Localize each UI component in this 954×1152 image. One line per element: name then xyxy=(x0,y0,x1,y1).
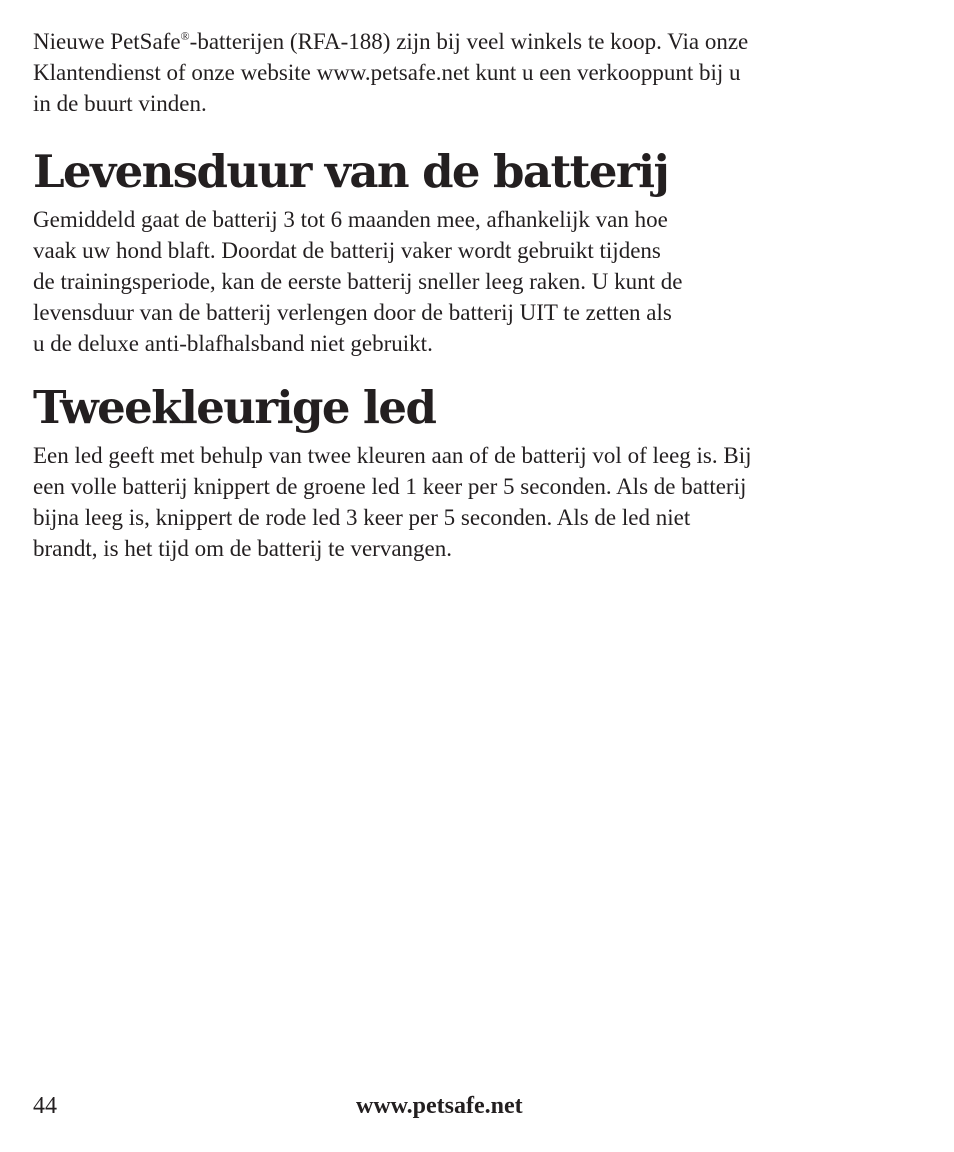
battery-life-heading: Levensduur van de batterij xyxy=(33,145,669,198)
intro-line-2: Klantendienst of onze website www.petsafe.net kunt u een verkooppunt bij u xyxy=(33,60,741,85)
led-line: een volle batterij knippert de groene led 1 keer per 5 seconden. Als de batterij xyxy=(33,474,747,499)
battery-life-line: de trainingsperiode, kan de eerste batterij sneller leeg raken. U kunt de xyxy=(33,269,683,294)
intro-line-1 xyxy=(33,26,923,57)
battery-life-line: Gemiddeld gaat de batterij 3 tot 6 maanden mee, afhankelijk van hoe xyxy=(33,207,668,232)
led-line: bijna leeg is, knippert de rode led 3 keer per 5 seconden. Als de led niet xyxy=(33,505,691,530)
intro-line-3: in de buurt vinden. xyxy=(33,91,207,116)
page-content xyxy=(33,26,923,564)
battery-life-paragraph xyxy=(33,204,923,359)
battery-life-line: levensduur van de batterij verlengen door de batterij UIT te zetten als xyxy=(33,300,672,325)
led-heading: Tweekleurige led xyxy=(33,381,436,434)
battery-life-line: vaak uw hond blaft. Doordat de batterij vaker wordt gebruikt tijdens xyxy=(33,238,661,263)
battery-life-line: u de deluxe anti-blafhalsband niet gebruikt. xyxy=(33,331,433,356)
registered-mark: ® xyxy=(180,29,190,43)
led-line: brandt, is het tijd om de batterij te vervangen. xyxy=(33,536,452,561)
intro-line-1-end: -batterijen (RFA-188) zijn bij veel winkels te koop. Via onze xyxy=(189,29,749,54)
led-line: Een led geeft met behulp van twee kleuren aan of de batterij vol of leeg is. Bij xyxy=(33,443,752,468)
intro-paragraph xyxy=(33,26,923,119)
led-paragraph xyxy=(33,440,923,564)
intro-line-1-start: Nieuwe PetSafe xyxy=(33,29,181,54)
footer-website-url: www.petsafe.net xyxy=(356,1093,523,1119)
page-number: 44 xyxy=(33,1093,57,1119)
